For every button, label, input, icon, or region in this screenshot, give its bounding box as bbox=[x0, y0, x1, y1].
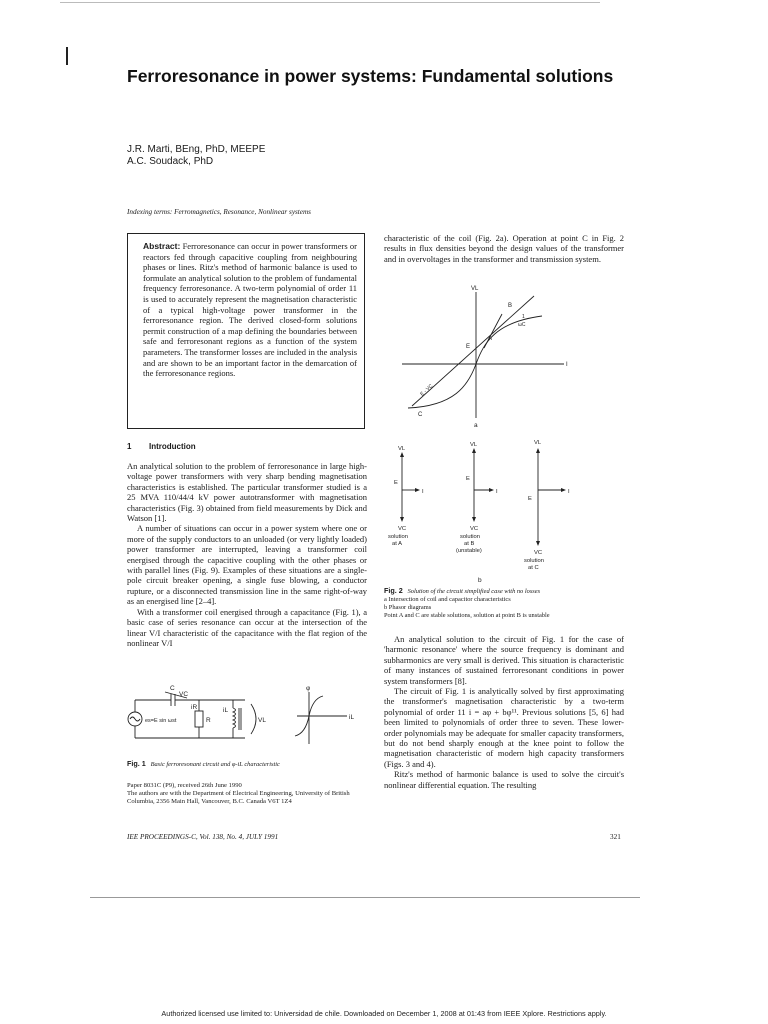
phasor-b-at: at B bbox=[464, 541, 475, 547]
right-paragraph-2: The circuit of Fig. 1 is analytically solved by first approximating the transformer's magnetisation characteristic by a two-term polynomial of order 11 i = aφ + bφ¹¹. Previous solutions [5, 6] had been limited to polynomials of order three to seven. These lower-order polynomials may be adequate for smaller capacity transformers, but do not bend sharply enough at the knee point to follow the magnetisation characteristic of modern high capacity transformers (Figs. 3 and 4). bbox=[384, 686, 624, 769]
fig2a-label-slope: 1 bbox=[522, 314, 525, 320]
abstract-label: Abstract: bbox=[143, 241, 181, 251]
author-list bbox=[127, 144, 427, 168]
phasor-a-solution: solution bbox=[388, 534, 408, 540]
fig1-caption-text: Basic ferroresonant circuit and φ-iL characteristic bbox=[150, 761, 280, 768]
fig1-label-c: C bbox=[170, 685, 175, 692]
fig2-note-b: b Phasor diagrams bbox=[384, 604, 432, 611]
fig1-label-ir: iR bbox=[191, 704, 198, 711]
phasor-c-i: I bbox=[568, 489, 570, 495]
author-2: A.C. Soudack, PhD bbox=[127, 156, 214, 167]
phasor-c-e: E bbox=[528, 496, 532, 502]
author-affiliation: The authors are with the Department of Electrical Engineering, University of British Columbia, 2356 Main Hall, Vancouver, B.C. Canada V6T 1Z4 bbox=[127, 790, 350, 805]
page-number: 321 bbox=[610, 833, 621, 841]
abstract-body: Ferroresonance can occur in power transformers or reactors fed through capacitive coupling from neighbouring phases or lines. Ritz's method of harmonic balance is used to formulate an analytical solution to the problem of fundamental frequency ferroresonance. A two-term polynomial of order 11 is used to accurately represent the magnetisation characteristic of a typical high-voltage power transformer in the ferroresonance region. The derived closed-form solutions permit construction of a map defining the boundaries between safe and ferroresonant regions as a function of the system parameters. The transformer losses are included in the analysis and are shown to be an important factor in the demarcation of the ferroresonance regions. bbox=[143, 241, 358, 379]
license-footer: Authorized licensed use limited to: Universidad de chile. Downloaded on December 1, 2008 at 01:43 from IEEE Xplore. Restrictions apply. bbox=[161, 1009, 607, 1018]
fig2a-label-a: A bbox=[488, 336, 493, 342]
bottom-rule bbox=[90, 897, 640, 898]
fig1-caption bbox=[127, 760, 280, 769]
fig1-label-vc: VC bbox=[179, 691, 189, 698]
journal-footer: IEE PROCEEDINGS-C, Vol. 138, No. 4, JULY 1991 bbox=[127, 833, 279, 841]
intro-paragraph-2: A number of situations can occur in a power system where one or more of the supply conductors to an unloaded (or very lightly loaded) power transformer are interrupted, leaving a transformer coil energised through the capacitive coupling with the other phases or with parallel lines (Fig. 9). Examples of these situations are a single-pole circuit breaker opening, a single fuse blowing, a conductor rupture, or a disconnected transmission line in the same right-of-way as an energised line [2–4]. bbox=[127, 523, 367, 607]
fig2b-phasor-diagrams bbox=[384, 434, 624, 584]
author-1: J.R. Marti, BEng, PhD, MEEPE bbox=[127, 144, 266, 155]
top-rule bbox=[60, 2, 600, 3]
phasor-a-vl: VL bbox=[398, 446, 406, 452]
fig2-note-a: a Intersection of coil and capacitor characteristics bbox=[384, 596, 511, 603]
phasor-c-vl: VL bbox=[534, 440, 542, 446]
phasor-b-vc: VC bbox=[470, 526, 479, 532]
fig2a-panel-label: a bbox=[474, 422, 478, 428]
phasor-a-at: at A bbox=[392, 541, 402, 547]
section-number: 1 bbox=[127, 442, 132, 451]
intro-paragraph-3: With a transformer coil energised through a capacitance (Fig. 1), a basic case of series resonance can occur at the intersection of the linear V/I characteristic of the capacitance with the flat region of the nonlinear V/I bbox=[127, 606, 367, 648]
phasor-b-solution: solution bbox=[460, 534, 480, 540]
phasor-c-at: at C bbox=[528, 565, 539, 571]
fig2-note-points: Point A and C are stable solutions, solution at point B is unstable bbox=[384, 612, 550, 619]
fig2a-label-e: E bbox=[466, 344, 471, 350]
fig1-label-il-axis: iL bbox=[349, 714, 355, 721]
fig1-circuit-diagram bbox=[127, 682, 367, 758]
phasor-b-unstable: (unstable) bbox=[456, 548, 482, 554]
phasor-a-i: I bbox=[422, 489, 424, 495]
fig2a-characteristic-plot bbox=[384, 282, 624, 428]
paper-note bbox=[127, 782, 367, 806]
fig1-label-source: es=E sin ωst bbox=[145, 718, 177, 724]
section-heading bbox=[127, 442, 196, 451]
fig2-label: Fig. 2 bbox=[384, 586, 403, 595]
phasor-a-vc: VC bbox=[398, 526, 407, 532]
fig2a-label-c: C bbox=[418, 412, 423, 418]
phasor-b-e: E bbox=[466, 476, 470, 482]
fig2a-label-i: I bbox=[566, 362, 568, 368]
section-title: Introduction bbox=[149, 442, 196, 451]
paper-received: Paper 8031C (P9), received 26th June 1990 bbox=[127, 782, 242, 789]
right-column-top-text: characteristic of the coil (Fig. 2a). Operation at point C in Fig. 2 results in flux densities beyond the design values of the transformer and in overvoltages in the transformer and transmission system. bbox=[384, 233, 624, 264]
fig1-label-phi: φ bbox=[306, 685, 311, 692]
fig2-caption bbox=[384, 587, 624, 620]
abstract-box bbox=[127, 233, 365, 429]
phasor-a-e: E bbox=[394, 480, 398, 486]
right-column-bottom-text bbox=[384, 634, 624, 790]
intro-paragraph-1: An analytical solution to the problem of ferroresonance in large high-voltage power transformers with very sharp bending magnetisation characteristics is established. The particular transformer studied is a 25 MVA 110/44/4 kV power autotransformer with magnetisation characteristics (Fig. 3) obtained from field measurements by Dick and Watson [1]. bbox=[127, 461, 367, 524]
fig2-caption-text: Solution of the circuit simplified case with no losses bbox=[407, 588, 541, 595]
fig1-label-il: iL bbox=[223, 707, 229, 714]
fig2a-label-line: E - VC bbox=[419, 383, 435, 398]
fig2a-label-slope-den: ωC bbox=[518, 322, 526, 328]
paper-title: Ferroresonance in power systems: Fundamental solutions bbox=[127, 66, 614, 86]
phasor-c-vc: VC bbox=[534, 550, 543, 556]
fig2a-label-b: B bbox=[508, 303, 513, 309]
fig1-label-vl: VL bbox=[258, 717, 266, 724]
abstract-text bbox=[143, 241, 357, 379]
margin-mark bbox=[66, 47, 68, 65]
right-paragraph-3: Ritz's method of harmonic balance is used to solve the circuit's nonlinear differential equation. The resulting bbox=[384, 769, 624, 790]
fig1-label-r: R bbox=[206, 717, 211, 724]
right-paragraph-1: An analytical solution to the circuit of Fig. 1 for the case of 'harmonic resonance' where the source frequency is dominant and subharmonics are very small is derived. This situation is characteristic of many instances of sustained ferroresonant conditions in power system transformers [8]. bbox=[384, 634, 624, 686]
introduction-text bbox=[127, 461, 367, 648]
fig2b-panel-label: b bbox=[478, 577, 482, 584]
indexing-terms: Indexing terms: Ferromagnetics, Resonance, Nonlinear systems bbox=[127, 208, 311, 216]
fig2a-label-vl: VL bbox=[471, 286, 479, 292]
phasor-b-vl: VL bbox=[470, 442, 478, 448]
phasor-c-solution: solution bbox=[524, 558, 544, 564]
phasor-b-i: I bbox=[496, 489, 498, 495]
fig1-label: Fig. 1 bbox=[127, 759, 146, 768]
